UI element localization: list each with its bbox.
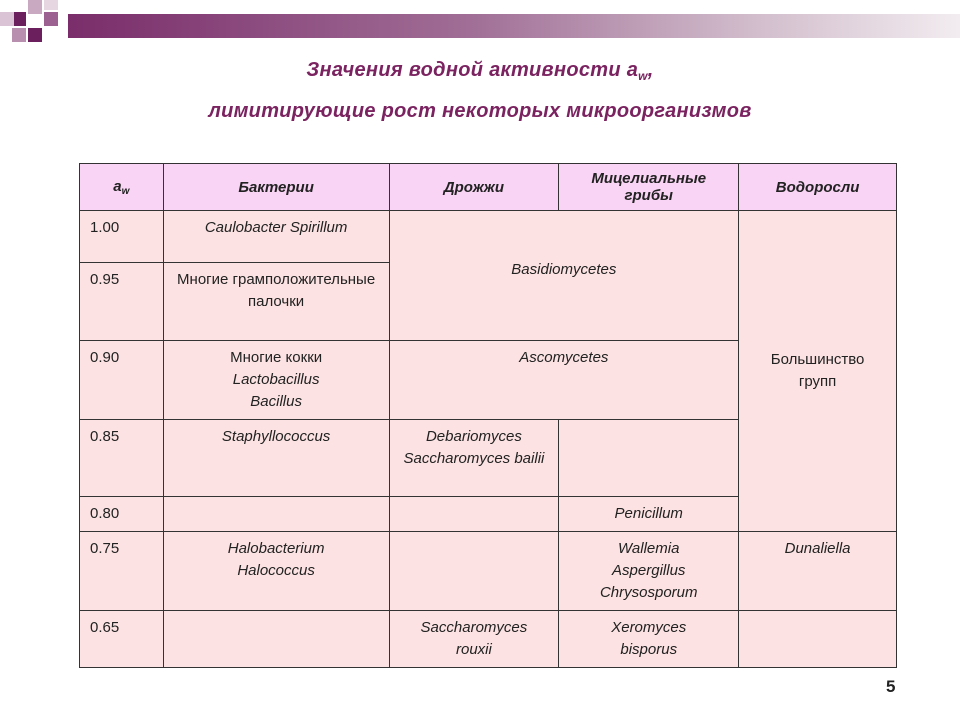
cell-bacteria: Caulobacter Spirillum <box>163 211 389 263</box>
cell-fungi: Wallemia Aspergillus Chrysosporum <box>559 532 739 611</box>
cell-yeasts: Debariomyces Saccharomyces bailii <box>389 420 559 497</box>
table-row <box>80 211 897 263</box>
cell-bacteria: Staphyllococcus <box>163 420 389 497</box>
cell-aw: 0.90 <box>80 341 164 420</box>
cell-aw: 0.80 <box>80 497 164 532</box>
deco-square <box>0 12 14 26</box>
cell-yeasts: Saccharomyces rouxii <box>389 611 559 668</box>
bacteria-line: Lactobacillus <box>232 371 320 388</box>
cell-yeasts <box>389 497 559 532</box>
header-fungi: Мицелиальные грибы <box>559 164 739 211</box>
cell-fungi: Penicillum <box>559 497 739 532</box>
cell-fungi: Xeromyces bisporus <box>559 611 739 668</box>
cell-aw: 1.00 <box>80 211 164 263</box>
deco-square <box>44 12 58 26</box>
cell-algae: Dunaliella <box>739 532 897 611</box>
deco-square <box>12 12 26 26</box>
cell-aw: 0.85 <box>80 420 164 497</box>
cell-bacteria <box>163 611 389 668</box>
cell-algae-most-groups: Большинство групп <box>739 211 897 532</box>
deco-square <box>28 28 42 42</box>
deco-square <box>12 28 26 42</box>
header-bacteria: Бактерии <box>163 164 389 211</box>
table-header-row <box>80 164 897 211</box>
page-title-line1: Значения водной активности $a_w$, <box>306 59 654 83</box>
header-algae: Водоросли <box>739 164 897 211</box>
deco-square <box>28 0 42 14</box>
header-gradient-bar <box>68 14 960 38</box>
deco-square <box>44 0 58 10</box>
cell-bacteria: Многие грамположительные палочки <box>163 263 389 341</box>
bacteria-line: Bacillus <box>250 393 302 410</box>
cell-bacteria: Halobacterium Halococcus <box>163 532 389 611</box>
cell-bacteria <box>163 497 389 532</box>
page-number: 5 <box>886 677 896 696</box>
bacteria-line: Многие кокки <box>230 349 323 366</box>
header-yeasts: Дрожжи <box>389 164 559 211</box>
cell-aw: 0.75 <box>80 532 164 611</box>
cell-ascomycetes: Ascomycetes <box>389 341 739 420</box>
cell-aw: 0.65 <box>80 611 164 668</box>
water-activity-table <box>79 163 897 668</box>
table-row <box>80 532 897 611</box>
header-aw: $a_w$ <box>80 164 164 211</box>
cell-yeasts <box>389 532 559 611</box>
page-title-line2: лимитирующие рост некоторых микроорганизмов <box>208 100 752 122</box>
cell-fungi <box>559 420 739 497</box>
cell-algae <box>739 611 897 668</box>
table-row <box>80 611 897 668</box>
cell-basidiomycetes: Basidiomycetes <box>389 211 739 341</box>
cell-aw: 0.95 <box>80 263 164 341</box>
cell-bacteria <box>163 341 389 420</box>
